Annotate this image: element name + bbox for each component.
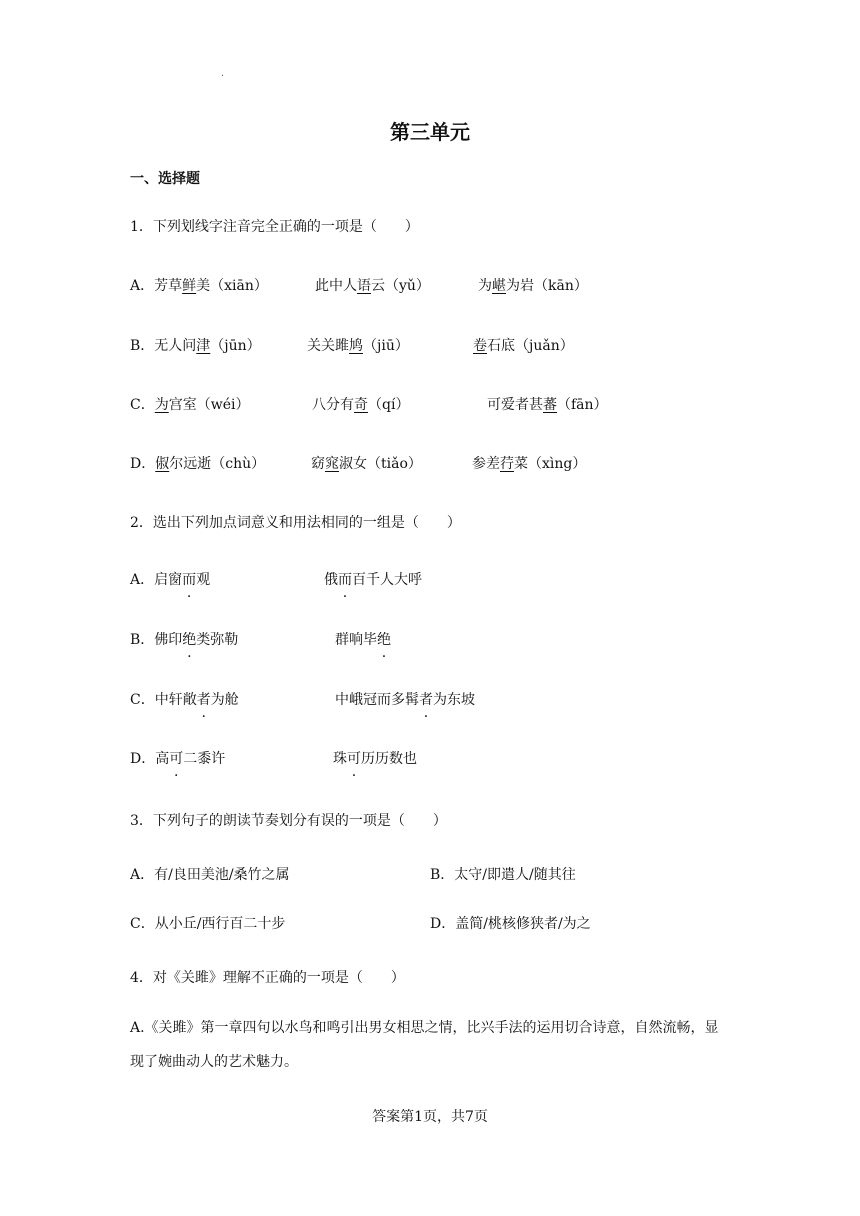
q1-option-a: A．芳草鲜美（xiān） 此中人语云（yǔ） 为嵁为岩（kān） bbox=[130, 278, 588, 294]
page-footer: 答案第1页，共7页 bbox=[372, 1109, 488, 1125]
q1-option-d: D．俶尔远逝（chù） 窈窕淑女（tiǎo） 参差荇菜（xìng） bbox=[130, 456, 587, 472]
question-1-stem: 1．下列划线字注音完全正确的一项是（ ） bbox=[130, 219, 419, 235]
q4-option-a: A.《关雎》第一章四句以水鸟和鸣引出男女相思之情，比兴手法的运用切合诗意，自然流畅，显现了婉曲动人的艺术魅力。 bbox=[130, 1020, 719, 1070]
q3-options-row-2 bbox=[130, 912, 730, 936]
q3-option-c: C．从小丘/西行百二十步 bbox=[130, 916, 286, 932]
q3-option-a: A．有/良田美池/桑竹之属 bbox=[130, 867, 290, 883]
question-2-stem: 2．选出下列加点词意义和用法相同的一组是（ ） bbox=[130, 515, 461, 531]
section-heading: 一、选择题 bbox=[130, 171, 200, 187]
question-4-stem: 4．对《关雎》理解不正确的一项是（ ） bbox=[130, 970, 405, 986]
q3-options-row-1 bbox=[130, 863, 730, 887]
q2-option-a: A．启窗而观 俄而百千人大呼 bbox=[130, 572, 422, 588]
q2-option-c: C．中轩敞者为舱 中峨冠而多髯者为东坡 bbox=[130, 692, 475, 708]
q2-option-b: B．佛印绝类弥勒 群响毕绝 bbox=[130, 632, 391, 648]
q1-option-c: C．为宫室（wéi） 八分有奇（qí） 可爱者甚蕃（fān） bbox=[130, 397, 608, 413]
corner-mark: . bbox=[220, 68, 224, 79]
q3-option-b: B．太守/即遣人/随其往 bbox=[430, 867, 576, 883]
page-title: 第三单元 bbox=[390, 120, 470, 144]
q2-option-d: D．高可二黍许 珠可历历数也 bbox=[130, 751, 417, 767]
q3-option-d: D．盖简/桃核修狭者/为之 bbox=[430, 916, 591, 932]
question-3-stem: 3．下列句子的朗读节奏划分有误的一项是（ ） bbox=[130, 813, 447, 829]
q1-option-b: B．无人问津（jūn） 关关雎鸠（jiū） 卷石底（juǎn） bbox=[130, 338, 574, 354]
